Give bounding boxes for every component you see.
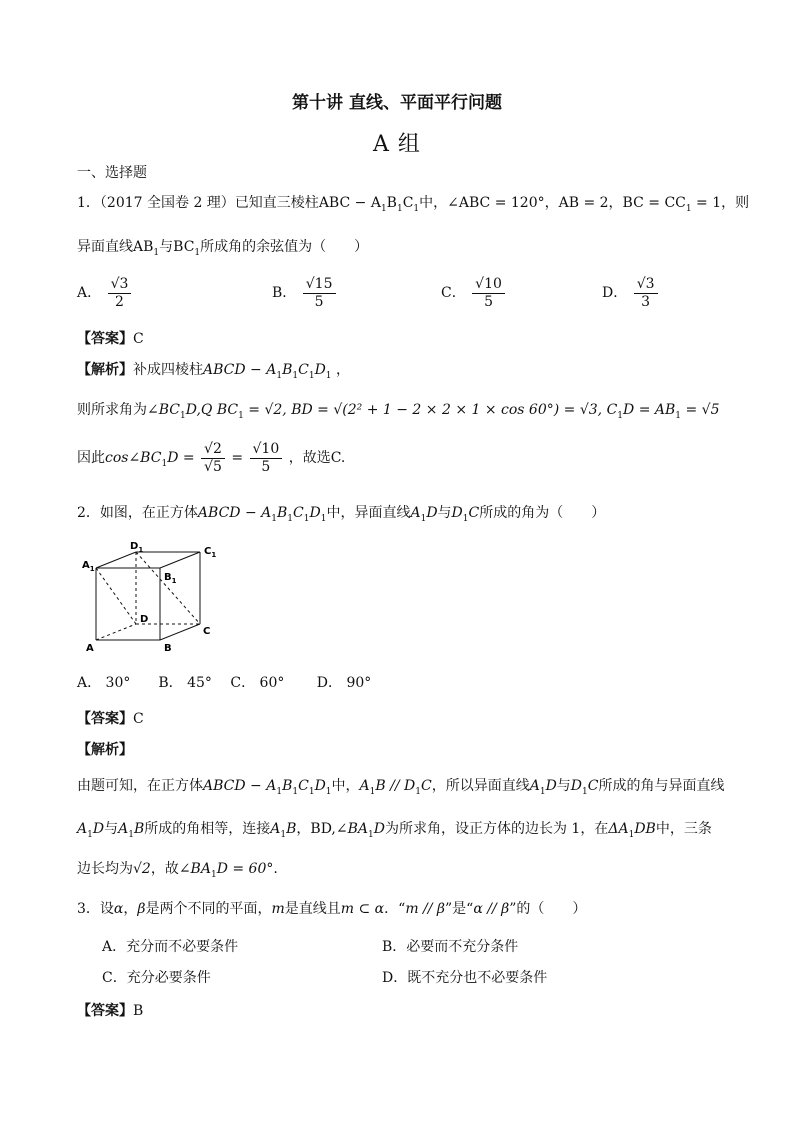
diagonal-a1-d bbox=[96, 568, 136, 624]
label-b1: $B_1$ bbox=[164, 572, 177, 585]
q2-answer: 【答案】C bbox=[77, 711, 144, 727]
label-d1: $D_1$ bbox=[130, 541, 144, 554]
edge-a1-d1 bbox=[96, 552, 136, 568]
label-c: C bbox=[203, 626, 211, 637]
section-heading: 一、选择题 bbox=[77, 165, 147, 181]
q1-line1: 1．（2017 全国卷 2 理）已知直三棱柱ABC − $A_1B_1C_1$中，∠ABC = 120°，AB = 2，BC = $CC_1 = 1$，则 bbox=[77, 195, 750, 214]
q2-analysis-line3: 边长均为√2，故$\angle BA_1D = 60^\circ$. bbox=[77, 861, 278, 880]
q1-analysis-line1: 【解析】补成四棱柱ABCD − $A_1B_1C_1D_1$ ， bbox=[77, 362, 350, 381]
q3-option-d[interactable]: D．既不充分也不必要条件 bbox=[382, 970, 548, 986]
q1-answer: 【答案】C bbox=[77, 331, 144, 347]
q1-option-b[interactable]: B． $\frac{√15}{5}$ bbox=[272, 276, 338, 310]
q1-option-d[interactable]: D． $\frac{√3}{3}$ bbox=[602, 276, 660, 310]
q3-option-c[interactable]: C．充分必要条件 bbox=[102, 970, 211, 986]
label-a1: $A_1$ bbox=[82, 560, 95, 573]
label-a: A bbox=[86, 643, 94, 654]
q3-answer: 【答案】B bbox=[77, 1003, 144, 1019]
q1-option-a[interactable]: A． $\frac{√3}{2}$ bbox=[77, 276, 133, 310]
q1-analysis-line2: 则所求角为$\angle BC_1D,Q$ $BC_1 = √2$, BD = √(2² + 1 − 2 × 2 × 1 × cos 60°) = √3, $C_1D = AB_1 = √5$ bbox=[77, 402, 720, 421]
label-c1: $C_1$ bbox=[204, 546, 217, 559]
label-d: D bbox=[140, 614, 149, 625]
q3-line1: 3．设α，β是两个不同的平面，m是直线且m ⊂ α．“m // β”是“α // β”的（ ） bbox=[77, 901, 587, 917]
q2-analysis-line2: $A_1D$与$A_1B$所成的角相等，连接$A_1B$，$BD,\angle BA_1D$为所求角，设正方体的边长为 1，在$\Delta A_1DB$中，三条 bbox=[77, 821, 712, 840]
cube-figure bbox=[80, 540, 230, 655]
page-title: 第十讲 直线、平面平行问题 bbox=[292, 93, 502, 113]
edge-a-d bbox=[96, 624, 136, 640]
q2-line1: 2．如图，在正方体ABCD − $A_1B_1C_1D_1$中，异面直线$A_1D$与$D_1C$所成的角为（ ） bbox=[77, 505, 606, 524]
q2-options[interactable]: A． 30° B． 45° C． 60° D． 90° bbox=[77, 675, 372, 691]
q1-option-c[interactable]: C． $\frac{√10}{5}$ bbox=[441, 276, 507, 310]
q2-analysis-line1: 由题可知，在正方体ABCD − $A_1B_1C_1D_1$中，$A_1B // D_1C$，所以异面直线$A_1D$与$D_1C$所成的角与异面直线 bbox=[77, 778, 725, 797]
group-title: A 组 bbox=[373, 132, 421, 157]
edge-b-c bbox=[160, 624, 200, 640]
edge-b1-c1 bbox=[160, 552, 200, 568]
q3-option-b[interactable]: B．必要而不充分条件 bbox=[382, 939, 519, 955]
q1-line2: 异面直线$AB_1$与$BC_1$所成角的余弦值为（ ） bbox=[77, 239, 369, 258]
q3-option-a[interactable]: A．充分而不必要条件 bbox=[102, 939, 239, 955]
label-b: B bbox=[164, 643, 172, 654]
q2-analysis-label: 【解析】 bbox=[77, 742, 133, 758]
q1-analysis-line3: 因此$\cos\angle BC_1D$ = $\frac{√2}{√5}$ = $\frac{√10}{5}$ ，故选C. bbox=[77, 441, 346, 475]
